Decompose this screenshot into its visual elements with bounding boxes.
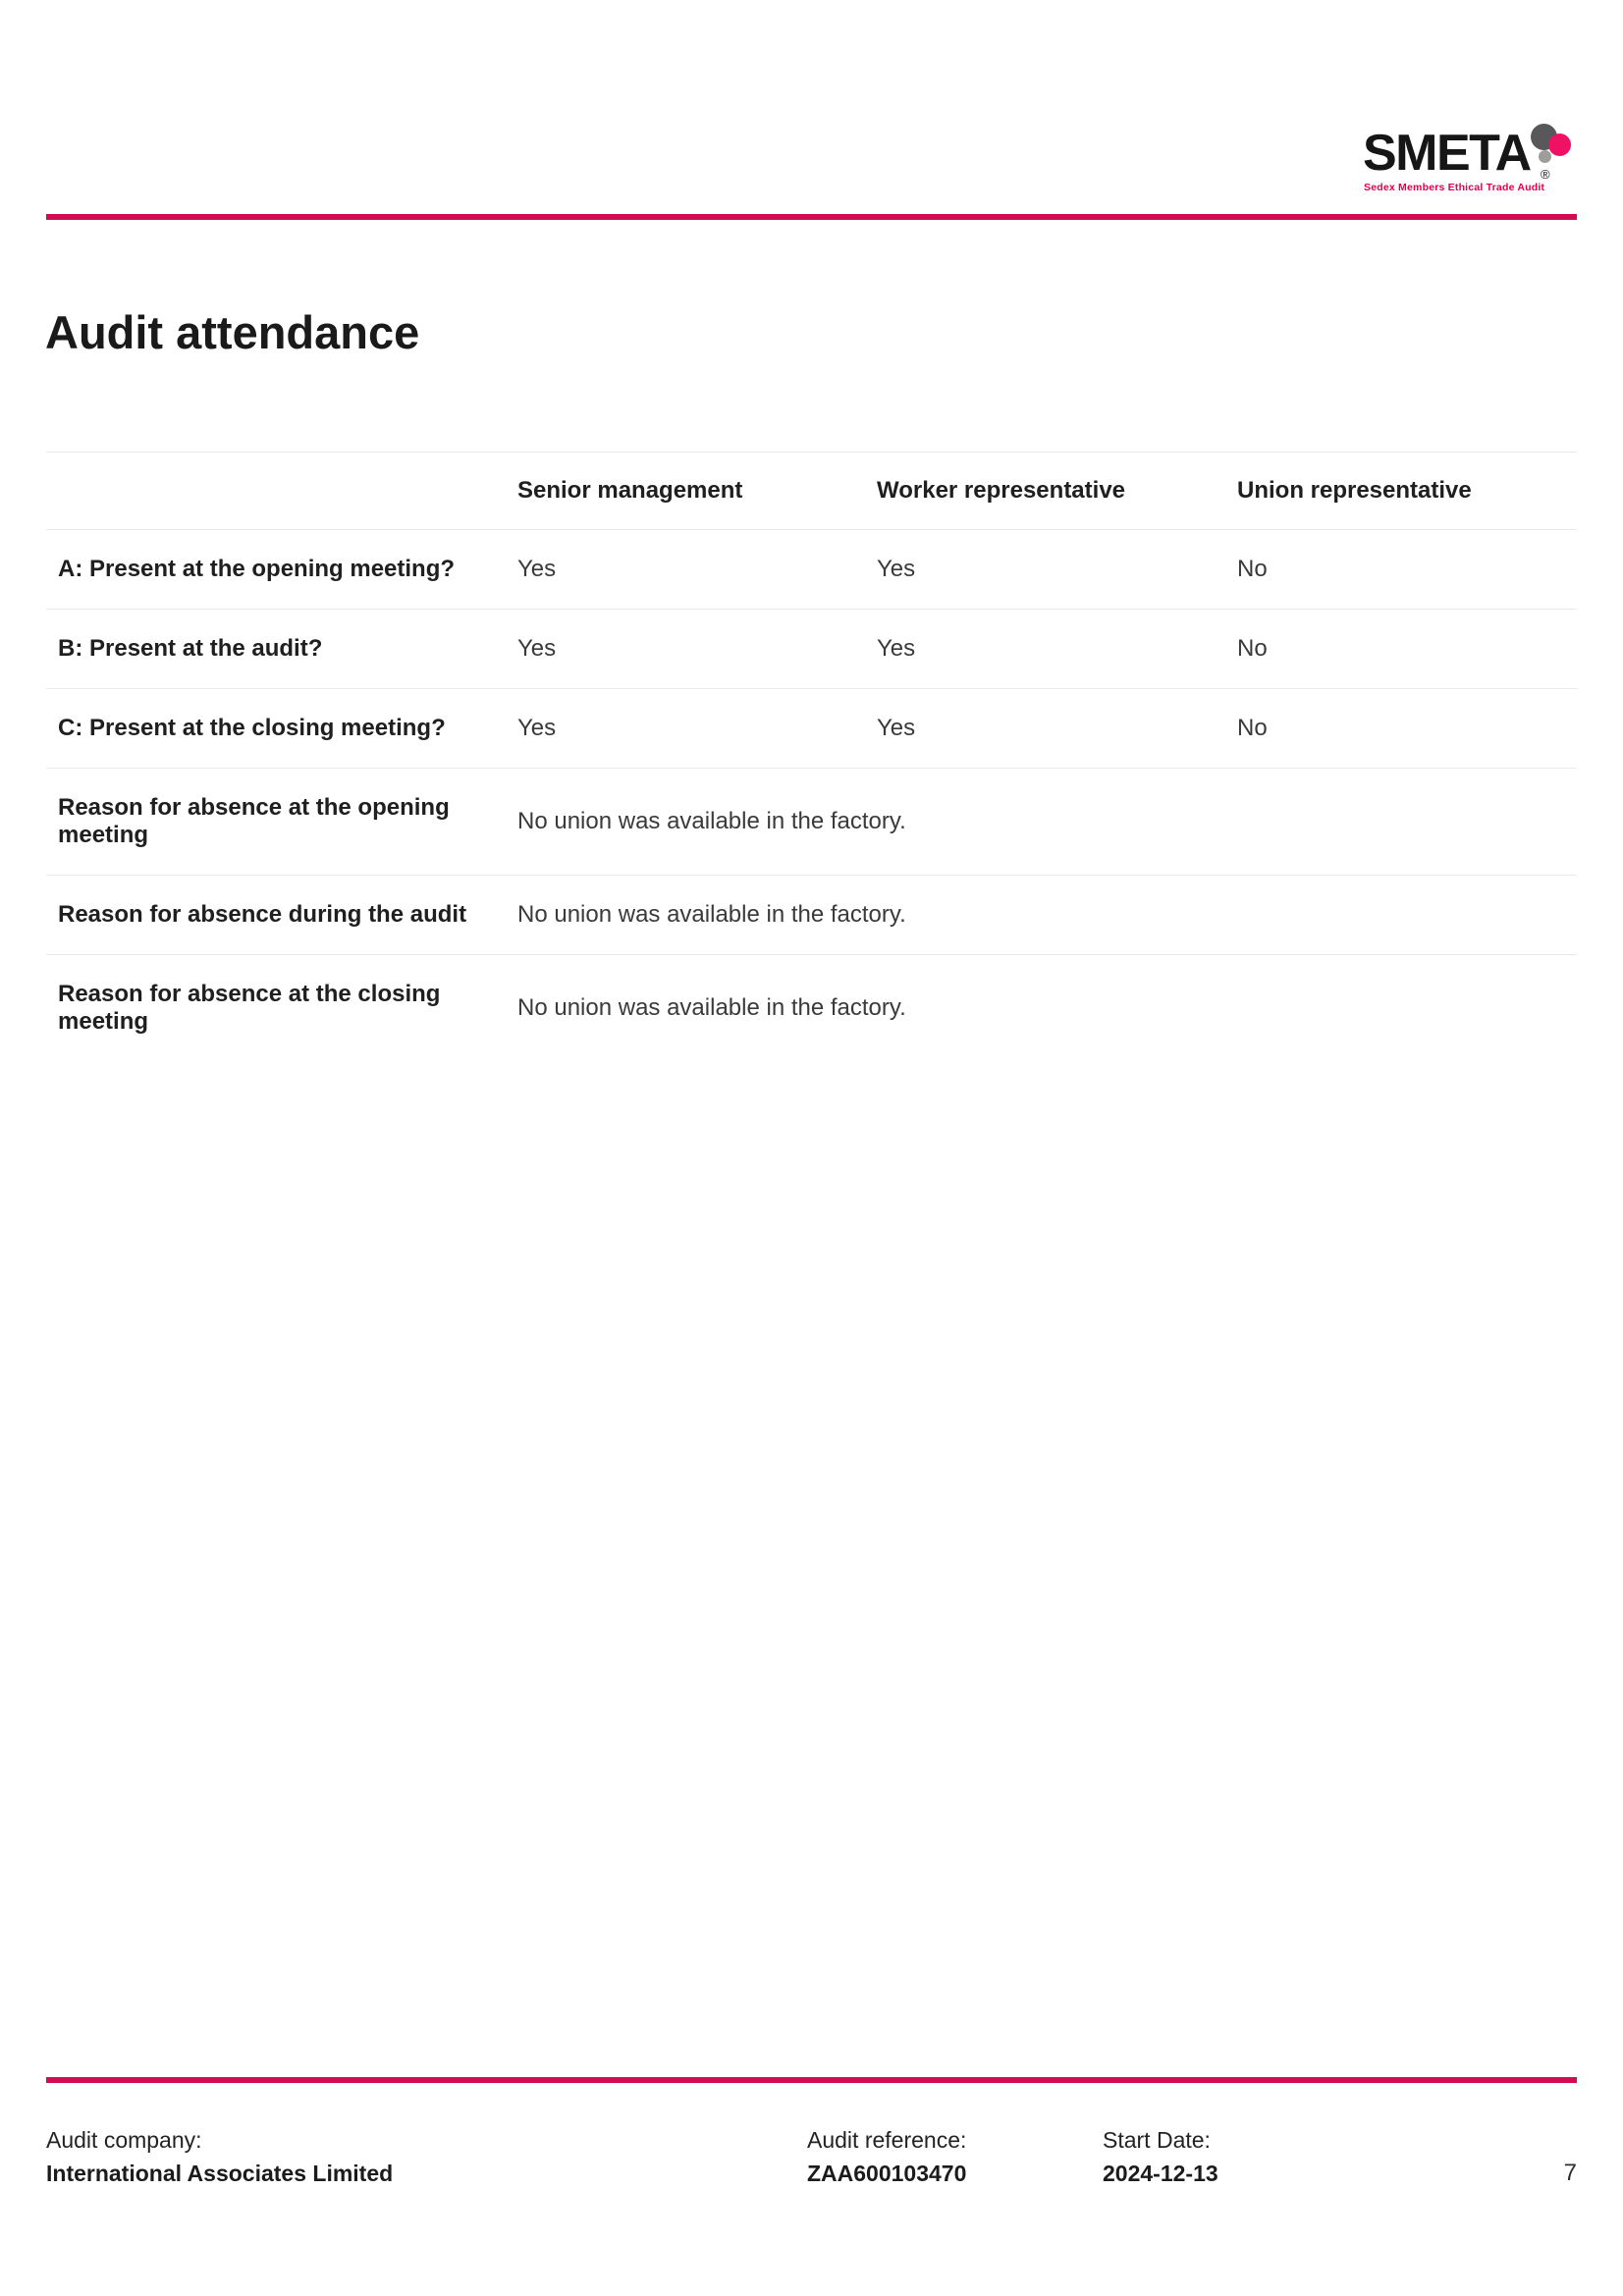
start-date-value: 2024-12-13 [1103, 2161, 1218, 2186]
audit-company-label: Audit company: [46, 2127, 202, 2153]
cell-value: No union was available in the factory. [517, 994, 906, 1021]
audit-reference-value: ZAA600103470 [807, 2161, 967, 2186]
smeta-logo-tagline: Sedex Members Ethical Trade Audit [1364, 182, 1545, 193]
column-header-senior-management: Senior management [517, 477, 743, 504]
row-label-present-opening: A: Present at the opening meeting? [58, 556, 456, 582]
audit-reference-label: Audit reference: [807, 2127, 967, 2153]
table-row [46, 769, 1577, 876]
row-label-reason-absence-opening: Reason for absence at the opening meeting [58, 794, 450, 848]
logo-dot-pink-icon [1548, 133, 1571, 156]
row-label-reason-absence-closing: Reason for absence at the closing meeting [58, 981, 441, 1035]
cell-value: No [1237, 715, 1268, 741]
page-title: Audit attendance [45, 306, 420, 358]
cell-value: Yes [877, 556, 916, 582]
footer-audit-reference [807, 2125, 966, 2188]
table-row [46, 610, 1577, 689]
table-row [46, 530, 1577, 610]
start-date-label: Start Date: [1103, 2127, 1211, 2153]
column-header-worker-representative: Worker representative [877, 477, 1126, 504]
cell-value: Yes [517, 556, 557, 582]
cell-value: Yes [517, 635, 557, 662]
cell-value: No [1237, 556, 1268, 582]
table-corner-cell [46, 453, 506, 530]
footer-start-date [1103, 2125, 1218, 2188]
smeta-logo [1363, 124, 1581, 200]
smeta-logo-wordmark: SMETA [1363, 125, 1531, 182]
table-header-row [46, 453, 1577, 530]
header-divider-rule [46, 214, 1577, 220]
row-label-present-audit: B: Present at the audit? [58, 635, 323, 662]
logo-dot-small-gray-icon [1539, 150, 1551, 163]
cell-value: No union was available in the factory. [517, 808, 906, 834]
row-label-present-closing: C: Present at the closing meeting? [58, 715, 446, 741]
cell-value: No union was available in the factory. [517, 901, 906, 928]
table-row [46, 689, 1577, 769]
cell-value: No [1237, 635, 1268, 662]
page-number: 7 [1563, 2160, 1577, 2186]
cell-value: Yes [517, 715, 557, 741]
footer-divider-rule [46, 2077, 1577, 2083]
audit-company-value: International Associates Limited [46, 2161, 394, 2186]
cell-value: Yes [877, 715, 916, 741]
cell-value: Yes [877, 635, 916, 662]
column-header-union-representative: Union representative [1237, 477, 1472, 504]
footer-audit-company [46, 2125, 393, 2188]
table-row [46, 876, 1577, 955]
registered-trademark-icon: ® [1541, 167, 1550, 182]
audit-attendance-table [46, 452, 1577, 1061]
row-label-reason-absence-audit: Reason for absence during the audit [58, 901, 467, 928]
table-row [46, 955, 1577, 1062]
